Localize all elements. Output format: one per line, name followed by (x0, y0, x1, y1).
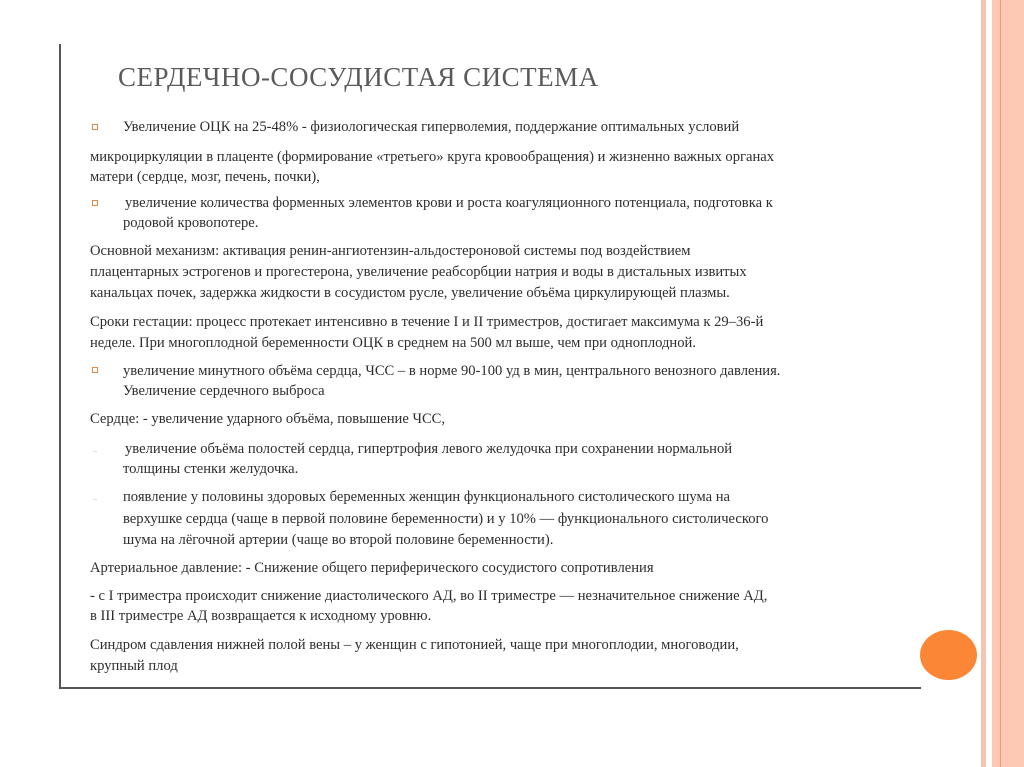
bullet-icon (92, 200, 98, 206)
text-line: в III триместре АД возвращается к исходному уровню. (90, 608, 432, 624)
text-line: крупный плод (90, 658, 178, 674)
text-line: Увеличение ОЦК на 25-48% - физиологическая гиперволемия, поддержание оптимальных условий (123, 119, 740, 135)
text-line: Сроки гестации: процесс протекает интенсивно в течение I и II триместров, достигает максимума к 29–36-й (90, 314, 764, 330)
text-line: неделе. При многоплодной беременности ОЦК в среднем на 500 мл выше, чем при одноплодной. (90, 335, 696, 351)
text-line: шума на лёгочной артерии (чаще во второй половине беременности). (123, 532, 554, 548)
text-line: Основной механизм: активация ренин-ангиотензин-альдостероновой системы под воздействием (90, 243, 691, 259)
text-line: толщины стенки желудочка. (123, 461, 299, 477)
text-line: матери (сердце, мозг, печень, почки), (90, 169, 320, 185)
decor-stripe (981, 0, 986, 767)
text-line: плацентарных эстрогенов и прогестерона, увеличение реабсорбции натрия и воды в дистальных извитых (90, 264, 747, 280)
frame-bottom-line (59, 687, 921, 689)
text-line: Синдром сдавления нижней полой вены – у женщин с гипотонией, чаще при многоплодии, многоводии, (90, 637, 739, 653)
text-line: - с I триместра происходит снижение диастолического АД, во II триместре — незначительное снижение АД, (90, 588, 768, 604)
text-line: канальцах почек, задержка жидкости в сосудистом русле, увеличение объёма циркулирующей плазмы. (90, 285, 730, 301)
text-line: увеличение объёма полостей сердца, гипертрофия левого желудочка при сохранении нормальной (125, 441, 733, 457)
text-line: родовой кровопотере. (123, 215, 259, 231)
text-line: Сердце: - увеличение ударного объёма, повышение ЧСС, (90, 411, 446, 427)
text-line: микроциркуляции в плаценте (формирование «третьего» круга кровообращения) и жизненно важных органах (90, 149, 775, 165)
slide-title: СЕРДЕЧНО-СОСУДИСТАЯ СИСТЕМА (118, 62, 599, 92)
decor-stripe (992, 0, 1024, 767)
bullet-icon (92, 124, 98, 130)
text-line: верхушке сердца (чаще в первой половине беременности) и у 10% — функционального систолического (123, 511, 769, 527)
dash-bullet-icon (93, 451, 97, 452)
decor-stripe-line (1000, 0, 1001, 767)
text-line: Увеличение сердечного выброса (123, 383, 325, 399)
frame-left-line (59, 44, 61, 689)
text-line: увеличение минутного объёма сердца, ЧСС – в норме 90-100 уд в мин, центрального венозного давления. (123, 363, 781, 379)
bullet-icon (92, 367, 98, 373)
text-line: появление у половины здоровых беременных женщин функционального систолического шума на (123, 489, 731, 505)
decor-circle (920, 630, 977, 680)
text-line: увеличение количества форменных элементов крови и роста коагуляционного потенциала, подготовка к (125, 195, 773, 211)
text-line: Артериальное давление: - Снижение общего периферического сосудистого сопротивления (90, 560, 654, 576)
dash-bullet-icon (93, 499, 97, 500)
